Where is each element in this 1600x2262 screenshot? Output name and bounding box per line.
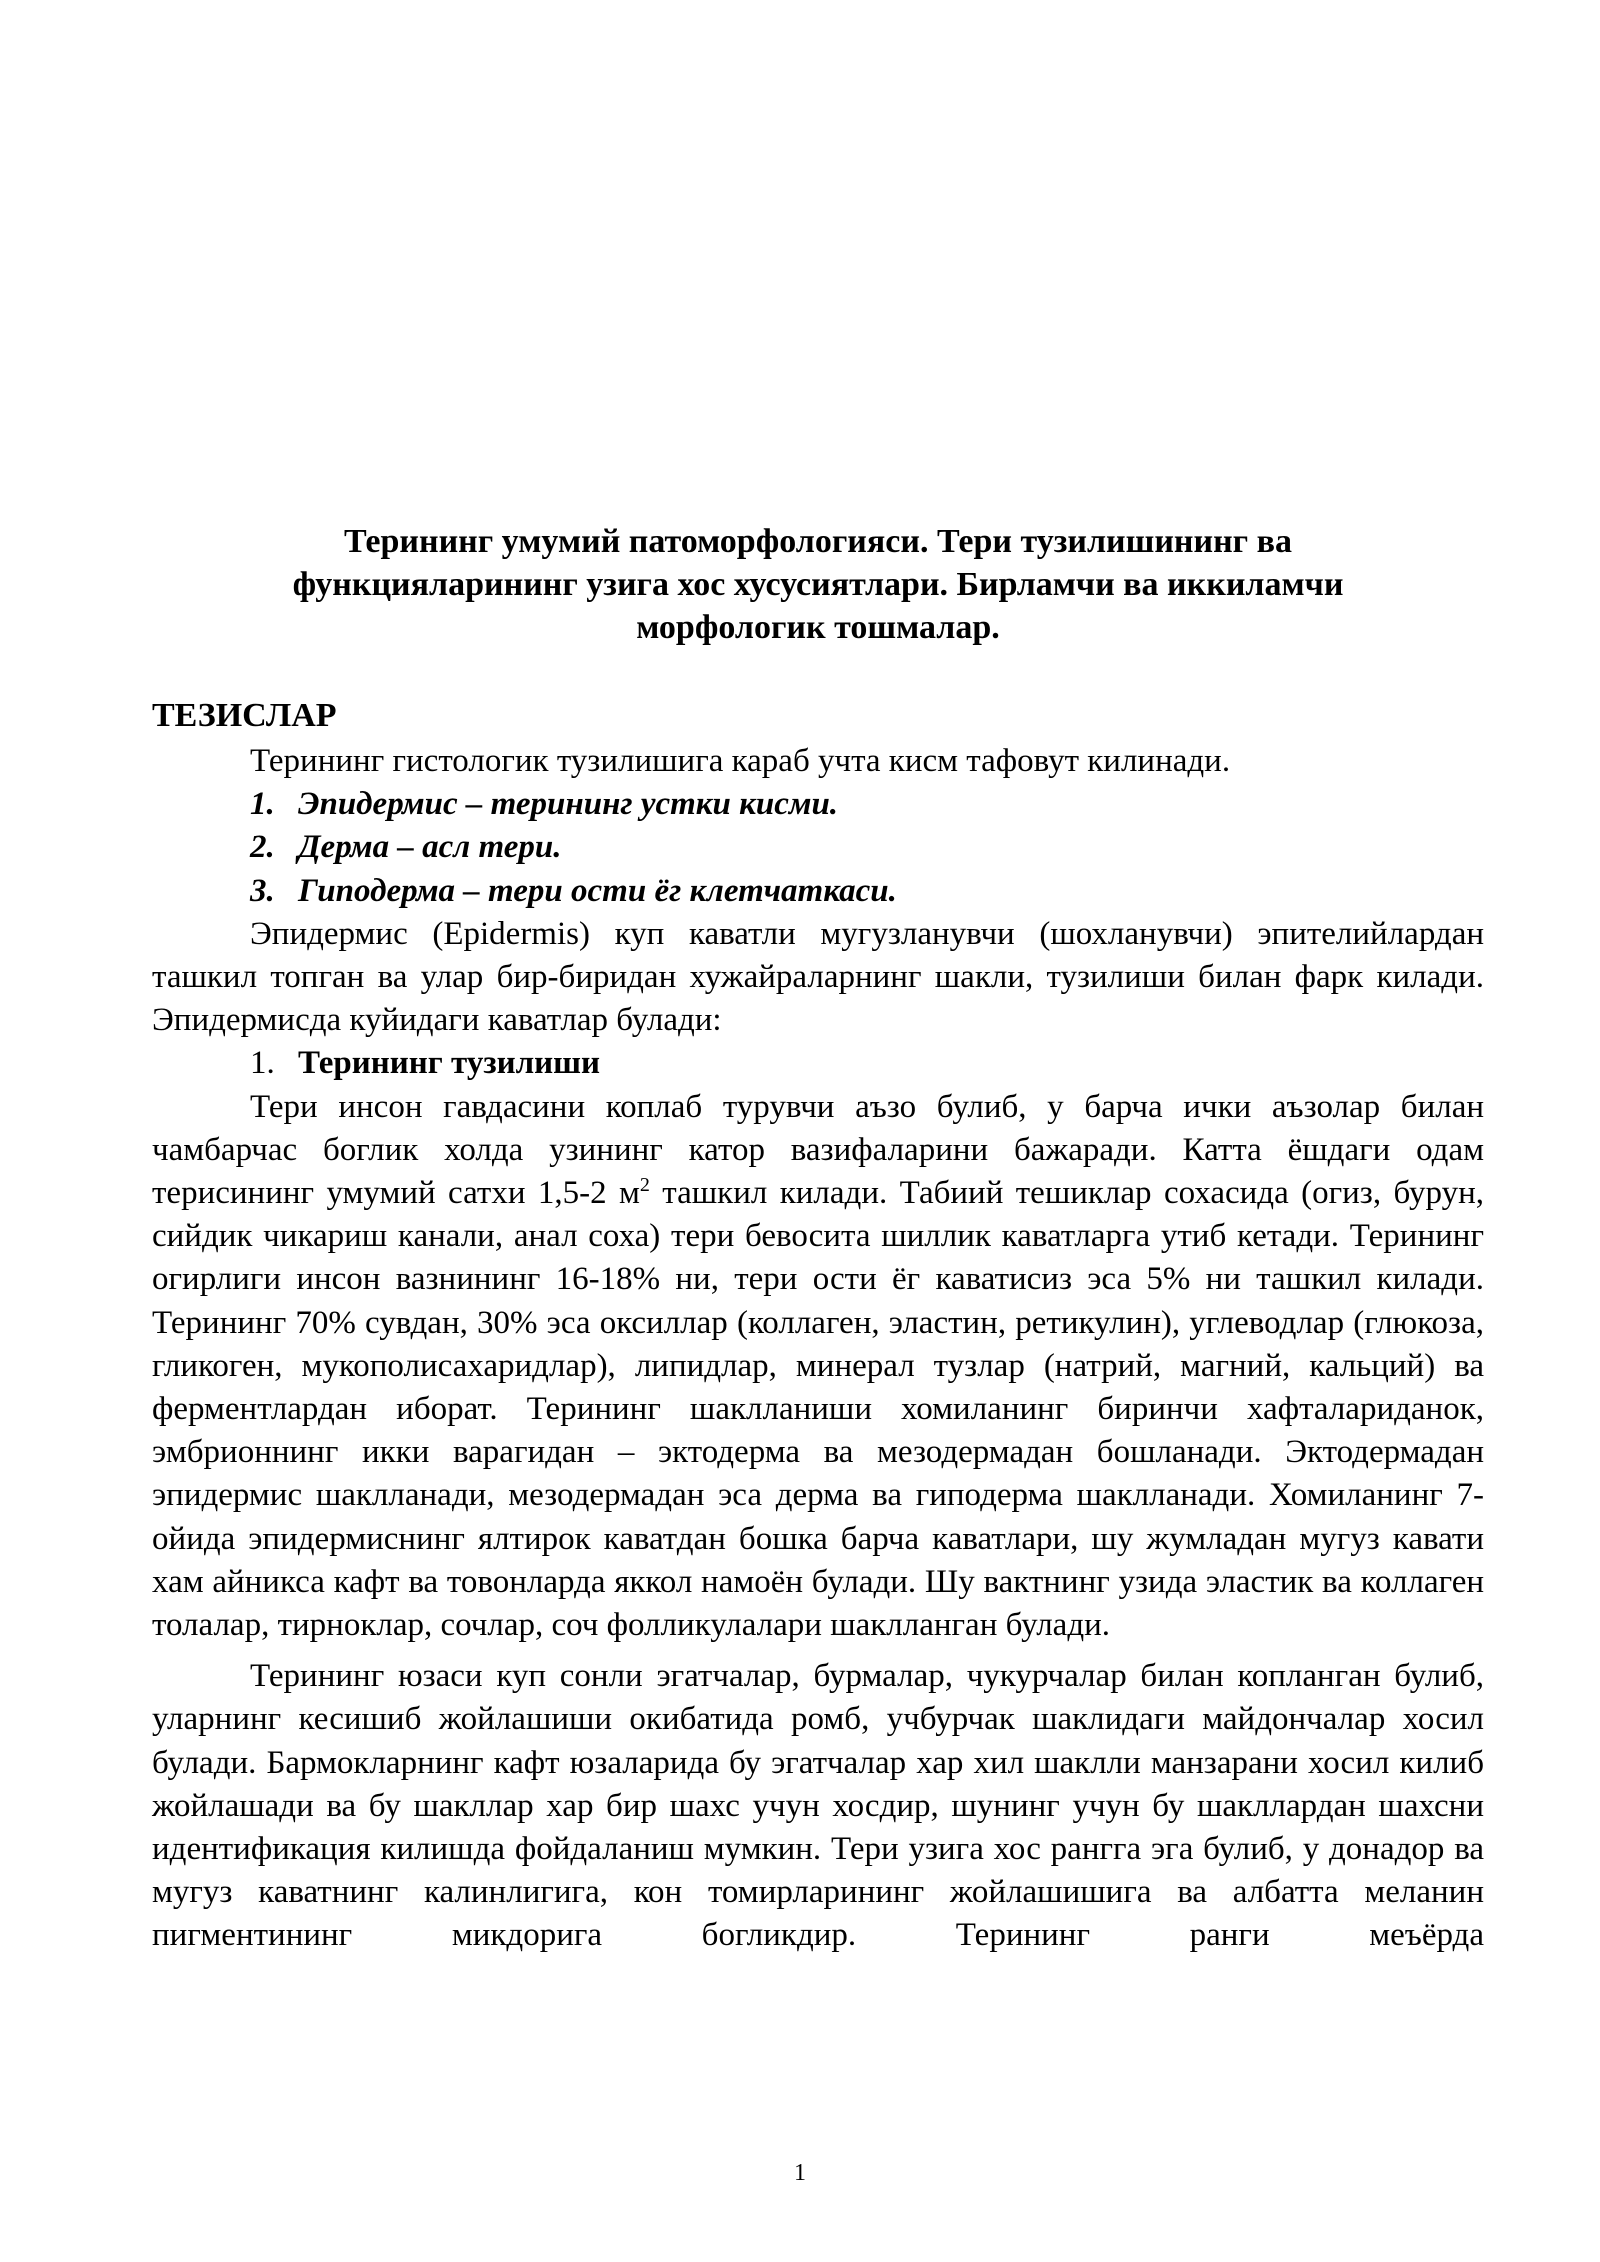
document-body	[152, 740, 1484, 1958]
list-text: Дерма – асл тери.	[298, 829, 562, 866]
list-text: Гиподерма – тери ости ёг клетчаткаси.	[298, 872, 897, 909]
structure-text-cont: ташкил килади. Табиий тешиклар сохасида (огиз, бурун, сийдик чикариш канали, анал соха) тери бевосита шиллик каватларга утиб кетади. Терининг огирлиги инсон вазнининг 16-18% ни, тери ости ёг каватисиз эса 5% ни ташкил килади. Терининг 70% сувдан, 30% эса оксиллар (коллаген, эластин, ретикулин), углеводлар (глюкоза, гликоген, мукополисахаридлар), липидлар, минерал тузлар (натрий, магний, кальций) ва ферментлардан иборат. Терининг шаклланиши хомиланинг биринчи хафталариданок, эмбрионнинг икки варагидан – эктодерма ва мезодермадан бошланади. Эктодермадан эпидермис шаклланади, мезодермадан эса дерма ва гиподерма шаклланади. Хомиланинг 7-ойида эпидермиснинг ялтирок каватдан бошка барча каватлари, шу жумладан мугуз кавати хам айникса кафт ва товонларда яккол намоён булади. Шу вактнинг узида эластик ва коллаген толалар, тирноклар, сочлар, соч фолликулалари шаклланган булади.	[152, 1175, 1484, 1644]
intro-paragraph: Терининг гистологик тузилишига караб учта кисм тафовут килинади.	[250, 743, 1231, 779]
page-number: 1	[794, 2160, 806, 2186]
list-text: Эпидермис – терининг устки кисми.	[298, 786, 839, 823]
surface-paragraph: Терининг юзаси куп сонли эгатчалар, бурмалар, чукурчалар билан копланган булиб, уларнинг кесишиб жойлашиши окибатида ромб, учбурчак шаклидаги майдончалар хосил булади. Бармокларнинг кафт юзаларида бу эгатчалар хар хил шаклли манзарани хосил килиб жойлашади ва бу шакллар хар бир шахс учун хосдир, шунинг учун бу шакллардан шахсни идентификация килишда фойдаланиш мумкин. Тери узига хос рангга эга булиб, у донадор ва мугуз каватнинг калинлигига, кон томирларининг жойлашишига ва албатта меланин пигментининг микдорига богликдир. Терининг ранги меъёрда	[152, 1658, 1484, 1954]
subheading-text: Терининг тузилиши	[298, 1045, 600, 1082]
title-line: морфологик тошмалар.	[636, 609, 1000, 646]
structure-paragraph	[152, 1086, 1484, 1648]
superscript: 2	[639, 1174, 650, 1197]
list-item	[152, 783, 1484, 826]
list-number: 3.	[250, 872, 275, 909]
document-title	[212, 520, 1424, 649]
list-number: 2.	[250, 829, 275, 866]
title-line: функцияларининг узига хос хусусиятлари. Бирламчи ва иккиламчи	[292, 566, 1344, 603]
subheading	[152, 1042, 1484, 1085]
subheading-number: 1.	[250, 1045, 275, 1082]
document-page	[152, 0, 1484, 2262]
section-heading: ТЕЗИСЛАР	[152, 697, 337, 734]
list-item	[152, 870, 1484, 913]
title-line: Терининг умумий патоморфологияси. Тери тузилишининг ва	[344, 523, 1292, 560]
structure-text: Тери инсон гавдасини коплаб турувчи аъзо булиб, у барча ички аъзолар билан чамбарчас боглик холда узининг катор вазифаларини бажаради. Катта ёшдаги одам терисининг умумий сатхи 1,5-2 м	[152, 1088, 1484, 1212]
epidermis-paragraph: Эпидермис (Epidermis) куп каватли мугузланувчи (шохланувчи) эпителийлардан ташкил топган ва улар бир-биридан хужайраларнинг шакли, тузилиши билан фарк килади. Эпидермисда куйидаги каватлар булади:	[152, 915, 1484, 1039]
list-item	[152, 826, 1484, 869]
list-number: 1.	[250, 786, 275, 823]
